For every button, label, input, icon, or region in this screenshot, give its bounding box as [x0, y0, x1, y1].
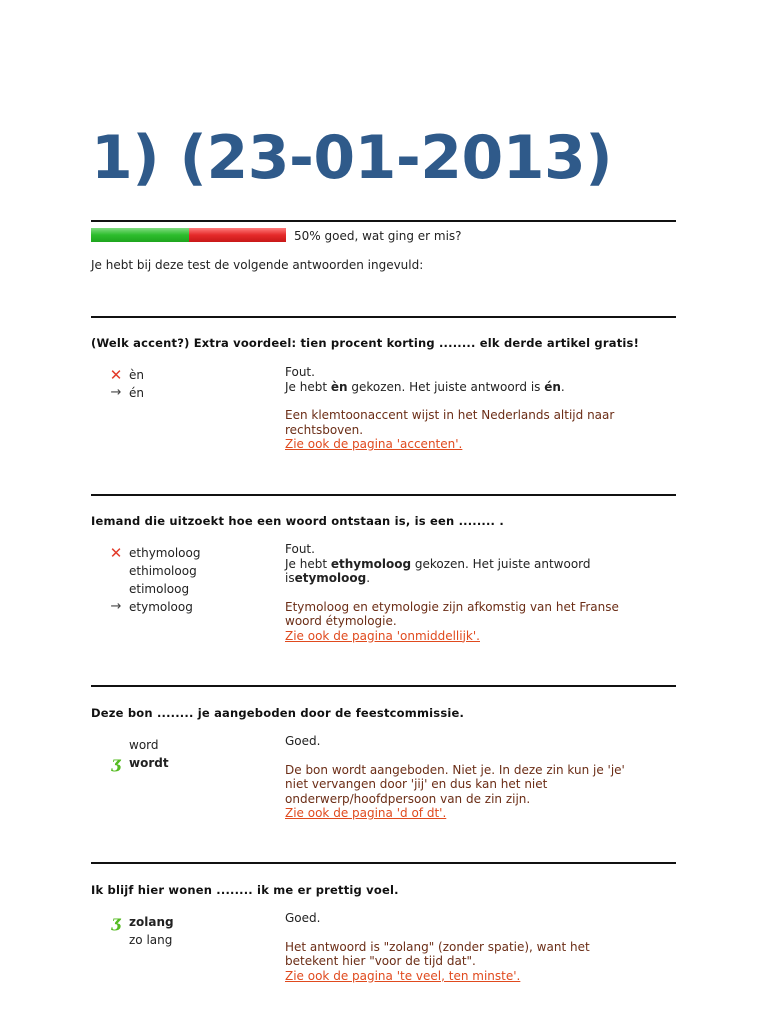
answer-option — [107, 598, 200, 616]
see-also-link[interactable]: Zie ook de pagina 'te veel, ten minste'. — [285, 968, 521, 983]
answer-option — [107, 562, 200, 580]
score-progress-bar — [91, 228, 286, 242]
progress-good-segment — [91, 228, 189, 242]
option-label: èn — [129, 368, 144, 382]
question-text: (Welk accent?) Extra voordeel: tien procent korting ........ elk derde artikel gratis! — [91, 336, 640, 350]
option-label: zo lang — [129, 933, 173, 947]
option-label: zolang — [129, 915, 174, 929]
verdict: Fout. — [285, 365, 315, 379]
option-label: ethimoloog — [129, 564, 197, 578]
divider — [91, 494, 676, 496]
answer-option — [107, 384, 144, 402]
question-text: Deze bon ........ je aangeboden door de feestcommissie. — [91, 706, 465, 720]
divider — [91, 316, 676, 318]
explanation — [285, 600, 645, 644]
verdict: Goed. — [285, 911, 321, 925]
answer-options — [107, 913, 174, 949]
divider — [91, 220, 676, 222]
answer-option — [107, 754, 169, 772]
explanation-text: Een klemtoonaccent wijst in het Nederlands altijd naar rechtsboven. — [285, 408, 615, 437]
see-also-link[interactable]: Zie ook de pagina 'onmiddellijk'. — [285, 628, 480, 643]
option-label: én — [129, 386, 144, 400]
answer-option — [107, 931, 174, 949]
see-also-link[interactable]: Zie ook de pagina 'd of dt'. — [285, 806, 447, 820]
answer-options — [107, 366, 144, 402]
answer-option — [107, 736, 169, 754]
question-text: Iemand die uitzoekt hoe een woord ontstaan is, is een ........ . — [91, 514, 504, 528]
correct-answer-arrow-icon: → — [110, 599, 122, 614]
score-text: 50% goed, wat ging er mis? — [294, 229, 462, 243]
feedback — [285, 542, 645, 643]
page-title: 1) (23-01-2013) — [91, 123, 613, 193]
progress-bad-segment — [189, 228, 287, 242]
option-label: etymoloog — [129, 600, 193, 614]
intro-text: Je hebt bij deze test de volgende antwoorden ingevuld: — [91, 258, 424, 272]
verdict: Goed. — [285, 734, 321, 748]
answer-option — [107, 580, 200, 598]
explanation — [285, 763, 645, 821]
wrong-icon: ✕ — [109, 544, 123, 562]
feedback — [285, 734, 645, 821]
option-label: etimoloog — [129, 582, 190, 596]
answer-options — [107, 736, 169, 772]
question-text: Ik blijf hier wonen ........ ik me er prettig voel. — [91, 883, 399, 897]
option-label: ethymoloog — [129, 546, 201, 560]
explanation — [285, 940, 645, 984]
explanation-text: Etymoloog en etymologie zijn afkomstig van het Franse woord étymologie. — [285, 599, 619, 628]
answer-options — [107, 544, 200, 616]
correct-check-icon: ʒ — [111, 912, 121, 931]
option-label: wordt — [129, 756, 169, 770]
correct-answer-arrow-icon: → — [110, 385, 122, 400]
answer-option — [107, 913, 174, 931]
see-also-link[interactable]: Zie ook de pagina 'accenten'. — [285, 437, 463, 451]
divider — [91, 862, 676, 864]
answer-detail: Je hebt ethymoloog gekozen. Het juiste antwoord isetymoloog. — [285, 556, 591, 585]
answer-option — [107, 544, 200, 562]
correct-check-icon: ʒ — [111, 753, 121, 772]
feedback — [285, 911, 645, 983]
divider — [91, 685, 676, 687]
answer-detail: Je hebt èn gekozen. Het juiste antwoord is én. — [285, 379, 565, 394]
feedback — [285, 365, 645, 452]
explanation-text: De bon wordt aangeboden. Niet je. In deze zin kun je 'je' niet vervangen door 'jij' en dus kan het niet onderwerp/hoofdpersoon van de zin zijn. — [285, 762, 625, 806]
explanation — [285, 408, 645, 452]
verdict: Fout. — [285, 542, 315, 556]
option-label: word — [129, 738, 159, 752]
explanation-text: Het antwoord is "zolang" (zonder spatie), want het betekent hier "voor de tijd dat". — [285, 939, 590, 968]
answer-option — [107, 366, 144, 384]
wrong-icon: ✕ — [109, 366, 123, 384]
